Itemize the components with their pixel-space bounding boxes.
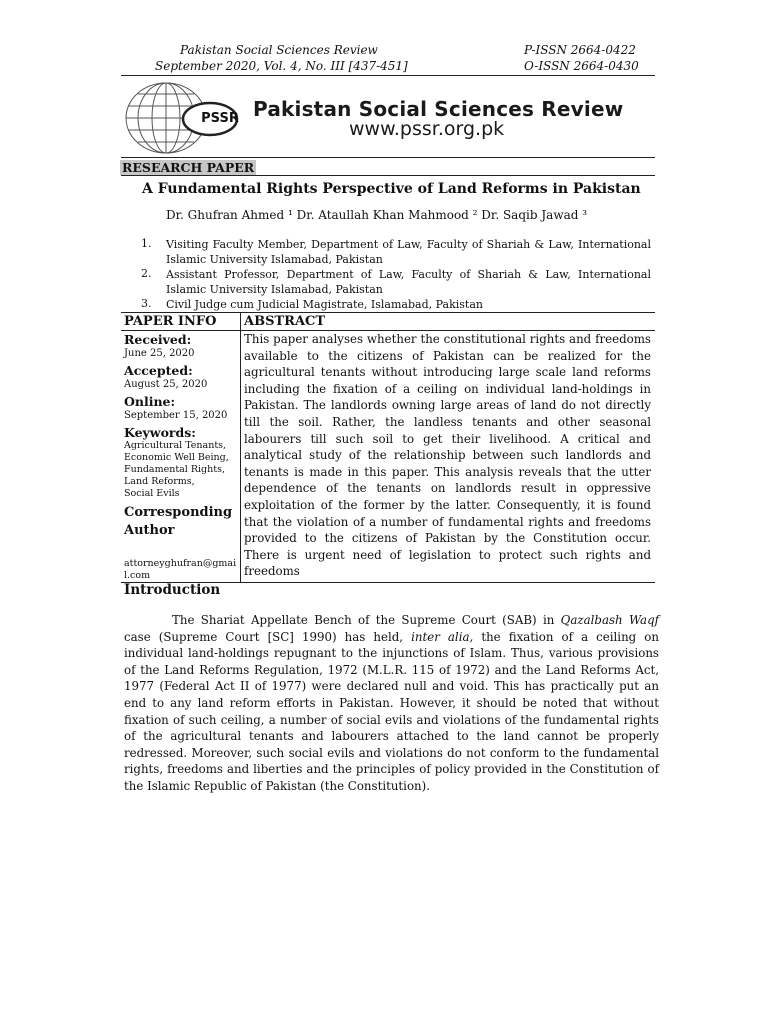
journal-url: www.pssr.org.pk xyxy=(349,118,505,140)
intro-text-3: the fixation of a ceiling on individual land-holdings repugnant to the injunctions of Islam. Thus, various provisions of the Land Reforms Regulation, 1972 (M.L.R. 115 of 1972) and the Land Reforms Act, 1977 (Federal Act II of 1977) were declared null and void. This has practically put an end to any land reform efforts in Pakistan. However, it should be noted that without fixation of such ceiling, a number of social evils and violations of the fundamental rights of the agricultural tenants and labourers attached to the land cannot be properly redressed. Moreover, such social evils and violations do not conform to the fundamental rights, freedoms and liberties and the principles of policy provided in the Constitution of the Islamic Republic of Pakistan (the Constitution). xyxy=(124,629,659,793)
abstract-text: This paper analyses whether the constitutional rights and freedoms available to the citizens of Pakistan can be realized for the agricultural tenants without introducing large scale land reforms including the fixation of a ceiling on individual land-holdings in Pakistan. The landlords owning large areas of land do not directly till the soil. Rather, the landless tenants and other seasonal labourers till such soil to get their livelihood. A critical and analytical study of the relationship between such landlords and tenants is made in this paper. This analysis reveals that the utter dependence of the tenants on landlords result in oppressive exploitation of the former by the latter. Consequently, it is found that the violation of a number of fundamental rights and freedoms provided to the citizens of Pakistan by the Constitution occur. There is urgent need of legislation to protect such rights and freedoms xyxy=(244,332,651,579)
affiliation-item: Visiting Faculty Member, Department of Law, Faculty of Shariah & Law, International Islamic University Islamabad, Pakistan xyxy=(166,238,651,266)
journal-banner-title: Pakistan Social Sciences Review xyxy=(253,97,624,121)
intro-text-1: The Shariat Appellate Bench of the Supreme Court (SAB) in xyxy=(172,613,561,627)
author-label: Author xyxy=(124,523,175,538)
paper-info-panel xyxy=(124,332,238,582)
online-date: September 15, 2020 xyxy=(124,410,228,421)
affiliation-number: 3. xyxy=(141,297,152,310)
author-email: attorneyghufran@gmai xyxy=(124,558,237,569)
keyword-item: Land Reforms, xyxy=(124,476,195,487)
logo-text: PSSR xyxy=(201,111,239,126)
author-list: Dr. Ghufran Ahmed ¹ Dr. Ataullah Khan Mahmood ² Dr. Saqib Jawad ³ xyxy=(166,208,588,222)
affiliation-number: 1. xyxy=(141,237,152,250)
running-header-journal: Pakistan Social Sciences Review xyxy=(180,43,378,57)
abstract-heading: ABSTRACT xyxy=(244,314,326,329)
keyword-item: Fundamental Rights, xyxy=(124,464,225,475)
received-date: June 25, 2020 xyxy=(124,348,195,359)
header-rule xyxy=(121,75,655,76)
keyword-item: Agricultural Tenants, xyxy=(124,440,227,451)
affiliation-item: Assistant Professor, Department of Law, Faculty of Shariah & Law, International Islamic University Islamabad, Pakistan xyxy=(166,268,651,296)
running-header-issue: September 2020, Vol. 4, No. III [437-451] xyxy=(155,59,408,73)
introduction-heading: Introduction xyxy=(124,582,221,598)
paper-title: A Fundamental Rights Perspective of Land Reforms in Pakistan xyxy=(142,181,641,197)
online-label: Online: xyxy=(124,394,176,409)
info-table-top-rule xyxy=(121,312,655,313)
info-table-divider xyxy=(240,313,241,582)
author-email-cont: l.com xyxy=(124,570,151,581)
keyword-item: Economic Well Being, xyxy=(124,452,229,463)
accepted-date: August 25, 2020 xyxy=(124,379,208,390)
banner-rule xyxy=(121,157,655,158)
received-label: Received: xyxy=(124,332,192,347)
o-issn: O-ISSN 2664-0430 xyxy=(524,59,639,73)
affiliation-item: Civil Judge cum Judicial Magistrate, Islamabad, Pakistan xyxy=(166,298,483,311)
introduction-paragraph xyxy=(124,612,659,795)
affiliation-number: 2. xyxy=(141,267,152,280)
corresponding-label: Corresponding xyxy=(124,505,233,520)
latin-phrase: inter alia, xyxy=(411,629,474,644)
intro-text-2: case (Supreme Court [SC] 1990) has held, xyxy=(124,629,412,644)
keywords-label: Keywords: xyxy=(124,425,196,440)
paper-info-heading: PAPER INFO xyxy=(124,314,217,329)
case-name: Qazalbash Waqf xyxy=(560,613,660,627)
label-rule xyxy=(121,175,655,176)
research-paper-label: RESEARCH PAPER xyxy=(122,160,255,175)
keyword-item: Social Evils xyxy=(124,488,180,499)
p-issn: P-ISSN 2664-0422 xyxy=(524,43,636,57)
accepted-label: Accepted: xyxy=(124,363,193,378)
